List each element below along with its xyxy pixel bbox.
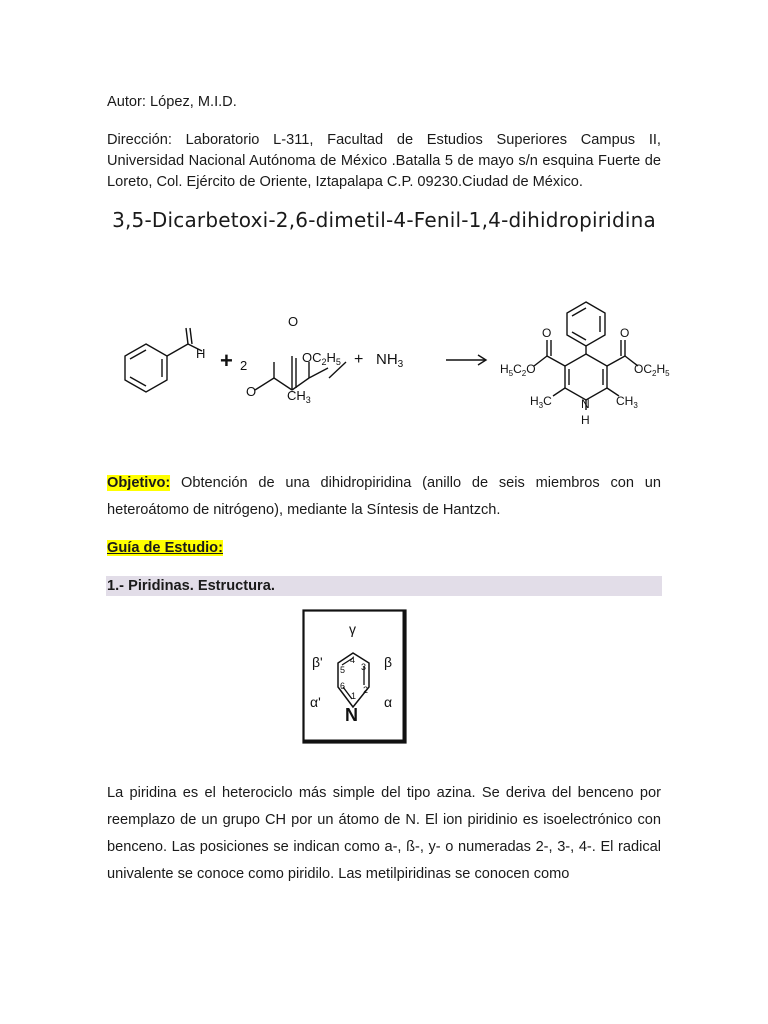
coefficient: 2 bbox=[240, 358, 248, 373]
ring-number-5: 5 bbox=[340, 665, 346, 675]
product-o-right: O bbox=[620, 326, 630, 340]
ester-carbonyl-o: O bbox=[288, 314, 299, 329]
pyridine-paragraph: La piridina es el heterociclo más simple del tipo azina. Se deriva del benceno por reemplazo de un grupo CH por un átomo de N. El ion piridinio es isoelectrónico con benceno. Las posiciones se indican como a-, ß-, y- o numeradas 2-, 3-, 4-. El radical univalente se conoce como piridilo. Las metilpiridinas se conocen como bbox=[107, 785, 661, 882]
ammonia: $NH_3$ bbox=[376, 351, 404, 370]
pyridine-figure bbox=[302, 609, 408, 745]
author-line: Autor: López, M.I.D. bbox=[107, 94, 237, 110]
label-alpha-prime: α' bbox=[310, 694, 321, 710]
reaction-scheme bbox=[110, 288, 670, 436]
product-left-methyl: $H_3C$ bbox=[530, 394, 552, 410]
objective-text: Obtención de una dihidropiridina (anillo de seis miembros con un heteroátomo de nitrógeno), mediante la Síntesis de Hantzch. bbox=[107, 475, 661, 518]
ring-number-3: 3 bbox=[361, 662, 367, 672]
label-nitrogen: N bbox=[345, 705, 358, 725]
plus-sign-1: + bbox=[220, 348, 233, 373]
ring-number-2: 2 bbox=[363, 685, 369, 695]
product-left-ester: $H_5C_2O$ bbox=[500, 362, 536, 378]
product-o-left: O bbox=[542, 326, 552, 340]
section-heading-pyridines: 1.- Piridinas. Estructura. bbox=[106, 576, 662, 596]
label-gamma: γ bbox=[349, 621, 356, 637]
ring-number-6: 6 bbox=[340, 681, 346, 691]
objective-label: Objetivo: bbox=[107, 475, 171, 491]
compound-title: 3,5-Dicarbetoxi-2,6-dimetil-4-Fenil-1,4-dihidropiridina bbox=[112, 208, 656, 232]
address-paragraph: Dirección: Laboratorio L-311, Facultad de Estudios Superiores Campus II, Universidad Nacional Autónoma de México .Batalla 5 de mayo s/n esquina Fuerte de Loreto, Col. Ejército de Oriente, Iztapalapa C.P. 09230.Ciudad de México. bbox=[107, 132, 661, 190]
objective-paragraph bbox=[107, 470, 661, 524]
ring-number-1: 1 bbox=[351, 691, 357, 701]
study-guide-heading bbox=[107, 538, 661, 559]
product-n: N bbox=[581, 397, 590, 411]
ketone-o: O bbox=[246, 384, 257, 399]
label-beta-prime: β' bbox=[312, 654, 323, 670]
ester-group: $OC_2H_5$ bbox=[302, 350, 341, 367]
plus-sign-2: + bbox=[354, 351, 364, 368]
ring-number-4: 4 bbox=[350, 655, 356, 665]
product-right-methyl: $CH_3$ bbox=[616, 394, 638, 410]
product-h: H bbox=[581, 413, 590, 427]
label-alpha: α bbox=[384, 694, 393, 710]
aldehyde-h: H bbox=[196, 346, 206, 361]
label-beta: β bbox=[384, 654, 393, 670]
product-right-ester: $OC_2H_5$ bbox=[634, 362, 670, 378]
ketone-ch3: $CH_3$ bbox=[287, 388, 311, 405]
study-guide-label: Guía de Estudio: bbox=[107, 540, 223, 556]
